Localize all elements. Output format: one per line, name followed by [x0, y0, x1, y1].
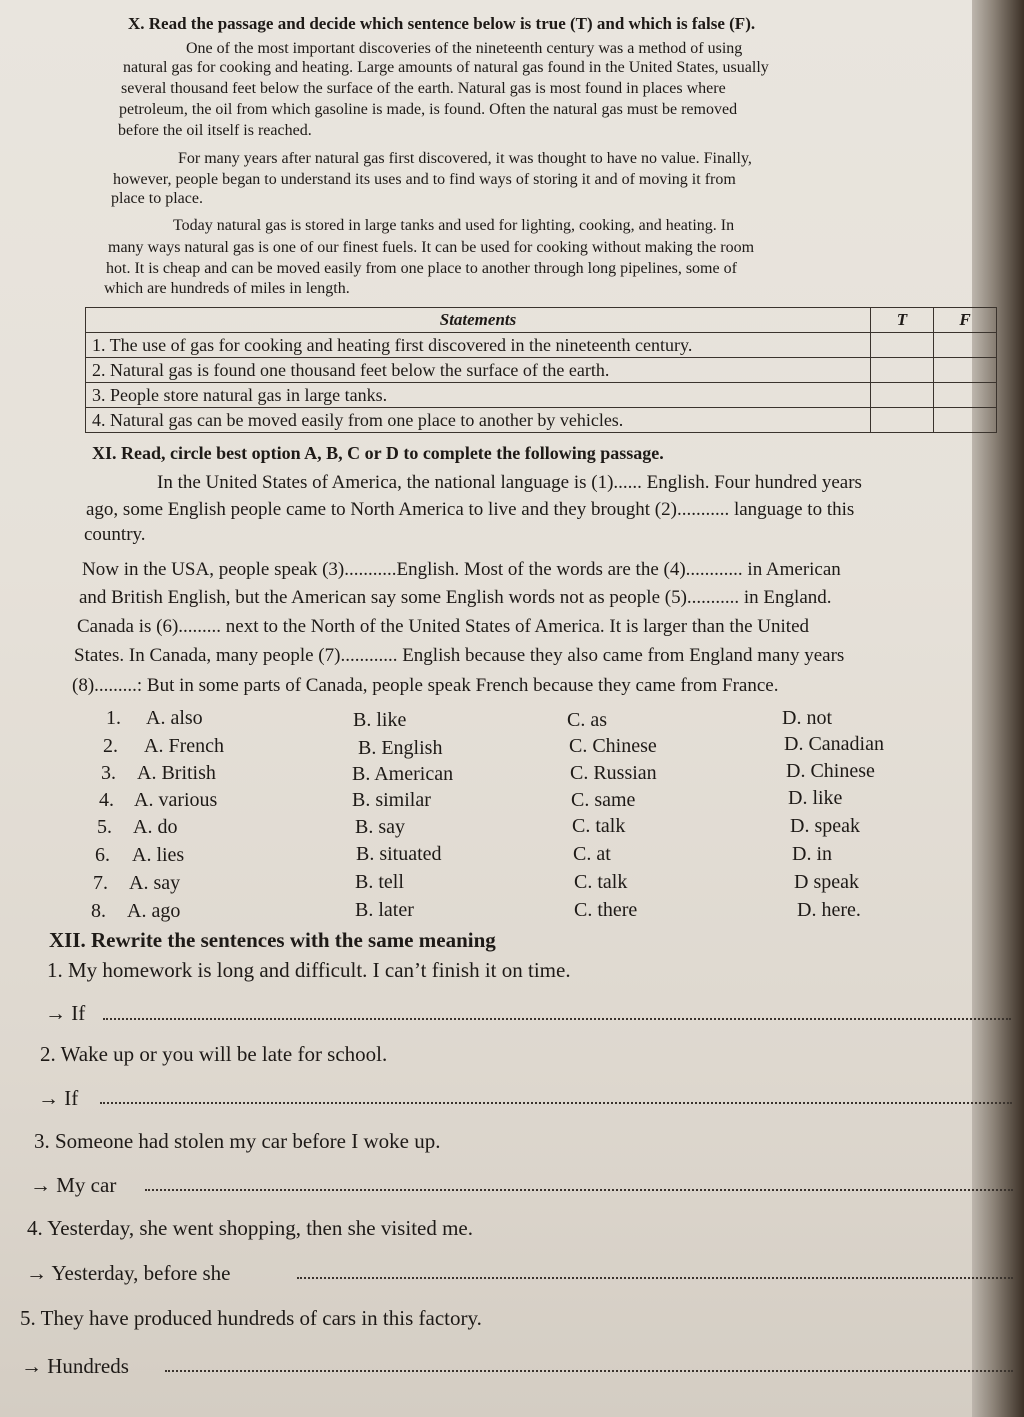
statement-cell: 4. Natural gas can be moved easily from one place to another by vehicles.	[86, 408, 871, 433]
section-12-title: XII. Rewrite the sentences with the same meaning	[49, 928, 496, 952]
option-b[interactable]: B. English	[358, 737, 443, 759]
question-number: 2.	[103, 735, 118, 757]
passage-11-line: (8).........: But in some parts of Canada, people speak French because they came from France.	[72, 675, 779, 696]
statement-cell: 3. People store natural gas in large tanks.	[86, 383, 871, 408]
rewrite-sentence: 4. Yesterday, she went shopping, then she visited me.	[27, 1216, 474, 1240]
section-10-title: X. Read the passage and decide which sentence below is true (T) and which is false (F).	[128, 14, 756, 33]
rewrite-sentence: 2. Wake up or you will be late for school.	[40, 1042, 388, 1066]
option-c[interactable]: C. as	[567, 709, 607, 731]
false-answer-cell[interactable]	[934, 408, 997, 433]
answer-line[interactable]	[100, 1102, 1012, 1104]
answer-line[interactable]	[145, 1189, 1013, 1191]
passage-10-line: natural gas for cooking and heating. Large amounts of natural gas found in the United States, usually	[123, 59, 769, 76]
question-number: 4.	[99, 789, 114, 811]
option-a[interactable]: A. also	[146, 707, 203, 729]
rewrite-prompt: → Hundreds	[21, 1354, 129, 1378]
true-answer-cell[interactable]	[871, 408, 934, 433]
question-number: 6.	[95, 844, 110, 866]
passage-10-line: several thousand feet below the surface of the earth. Natural gas is most found in places where	[121, 80, 726, 97]
question-number: 1.	[106, 707, 121, 729]
option-a[interactable]: A. various	[134, 789, 218, 811]
false-answer-cell[interactable]	[934, 383, 997, 408]
passage-11-line: and British English, but the American say some English words not as people (5)........... in England.	[79, 587, 832, 608]
true-answer-cell[interactable]	[871, 383, 934, 408]
option-b[interactable]: B. situated	[356, 843, 442, 865]
option-a[interactable]: A. ago	[127, 900, 181, 922]
true-answer-cell[interactable]	[871, 333, 934, 358]
option-b[interactable]: B. tell	[355, 871, 404, 893]
table-header-row	[86, 308, 997, 333]
statements-header: Statements	[86, 308, 871, 333]
rewrite-prompt: → Yesterday, before she	[26, 1261, 231, 1285]
passage-10-line: For many years after natural gas first discovered, it was thought to have no value. Finally,	[178, 150, 752, 167]
option-c[interactable]: C. Russian	[570, 762, 657, 784]
option-c[interactable]: C. same	[571, 789, 636, 811]
option-a[interactable]: A. lies	[132, 844, 185, 866]
option-b[interactable]: B. similar	[352, 789, 431, 811]
table-row	[86, 408, 997, 433]
rewrite-sentence: 5. They have produced hundreds of cars in this factory.	[20, 1306, 482, 1330]
passage-11-line: Now in the USA, people speak (3)...........English. Most of the words are the (4)............ in American	[82, 559, 841, 580]
passage-10-line: One of the most important discoveries of the nineteenth century was a method of using	[186, 40, 743, 57]
passage-11-line: Canada is (6)......... next to the North of the United States of America. It is larger than the United	[77, 616, 810, 637]
true-false-table	[85, 307, 997, 433]
answer-line[interactable]	[165, 1370, 1013, 1372]
false-answer-cell[interactable]	[934, 333, 997, 358]
rewrite-prompt: → If	[38, 1086, 79, 1110]
page-edge-shadow	[972, 0, 1024, 1417]
option-c[interactable]: C. there	[574, 899, 638, 921]
rewrite-sentence: 3. Someone had stolen my car before I woke up.	[34, 1129, 441, 1153]
passage-11-line: country.	[84, 524, 146, 545]
option-d[interactable]: D. like	[788, 787, 843, 809]
option-c[interactable]: C. Chinese	[569, 735, 657, 757]
option-d[interactable]: D. here.	[797, 899, 861, 921]
option-d[interactable]: D. speak	[790, 815, 860, 837]
passage-10-line: many ways natural gas is one of our finest fuels. It can be used for cooking without making the room	[108, 239, 755, 256]
true-header: T	[871, 308, 934, 333]
option-c[interactable]: C. talk	[572, 815, 626, 837]
option-d[interactable]: D. in	[792, 843, 832, 865]
option-c[interactable]: C. talk	[574, 871, 628, 893]
option-a[interactable]: A. say	[129, 872, 181, 894]
passage-10-line: however, people began to understand its uses and to find ways of storing it and of moving it from	[113, 171, 736, 188]
passage-10-line: before the oil itself is reached.	[118, 122, 312, 139]
passage-10-line: hot. It is cheap and can be moved easily from one place to another through long pipelines, some of	[106, 260, 737, 277]
rewrite-sentence: 1. My homework is long and difficult. I can’t finish it on time.	[47, 958, 571, 982]
table-row	[86, 333, 997, 358]
option-a[interactable]: A. British	[137, 762, 216, 784]
passage-11-line: ago, some English people came to North America to live and they brought (2)........... language to this	[86, 499, 855, 520]
option-b[interactable]: B. later	[355, 899, 414, 921]
question-number: 3.	[101, 762, 116, 784]
passage-11-line: In the United States of America, the national language is (1)...... English. Four hundred years	[157, 472, 862, 493]
option-d[interactable]: D. not	[782, 707, 832, 729]
option-d[interactable]: D. Canadian	[784, 733, 884, 755]
passage-10-line: Today natural gas is stored in large tanks and used for lighting, cooking, and heating. In	[173, 217, 735, 234]
question-number: 7.	[93, 872, 108, 894]
option-b[interactable]: B. say	[355, 816, 405, 838]
option-d[interactable]: D. Chinese	[786, 760, 875, 782]
section-11-title: XI. Read, circle best option A, B, C or D to complete the following passage.	[92, 443, 664, 463]
statement-cell: 2. Natural gas is found one thousand feet below the surface of the earth.	[86, 358, 871, 383]
option-d[interactable]: D speak	[794, 871, 859, 893]
statement-cell: 1. The use of gas for cooking and heating first discovered in the nineteenth century.	[86, 333, 871, 358]
passage-11-line: States. In Canada, many people (7)............ English because they also came from England many years	[74, 645, 845, 666]
option-a[interactable]: A. do	[133, 816, 178, 838]
rewrite-prompt: → My car	[30, 1173, 117, 1197]
option-b[interactable]: B. like	[353, 709, 407, 731]
false-header: F	[934, 308, 997, 333]
true-answer-cell[interactable]	[871, 358, 934, 383]
option-b[interactable]: B. American	[352, 763, 454, 785]
passage-10-line: place to place.	[111, 190, 203, 207]
rewrite-prompt: → If	[45, 1001, 86, 1025]
passage-10-line: which are hundreds of miles in length.	[104, 280, 350, 297]
option-c[interactable]: C. at	[573, 843, 611, 865]
false-answer-cell[interactable]	[934, 358, 997, 383]
table-row	[86, 383, 997, 408]
passage-10-line: petroleum, the oil from which gasoline is made, is found. Often the natural gas must be removed	[119, 101, 738, 118]
table-row	[86, 358, 997, 383]
answer-line[interactable]	[103, 1018, 1011, 1020]
option-a[interactable]: A. French	[144, 735, 224, 757]
answer-line[interactable]	[297, 1277, 1013, 1279]
question-number: 5.	[97, 816, 112, 838]
question-number: 8.	[91, 900, 106, 922]
